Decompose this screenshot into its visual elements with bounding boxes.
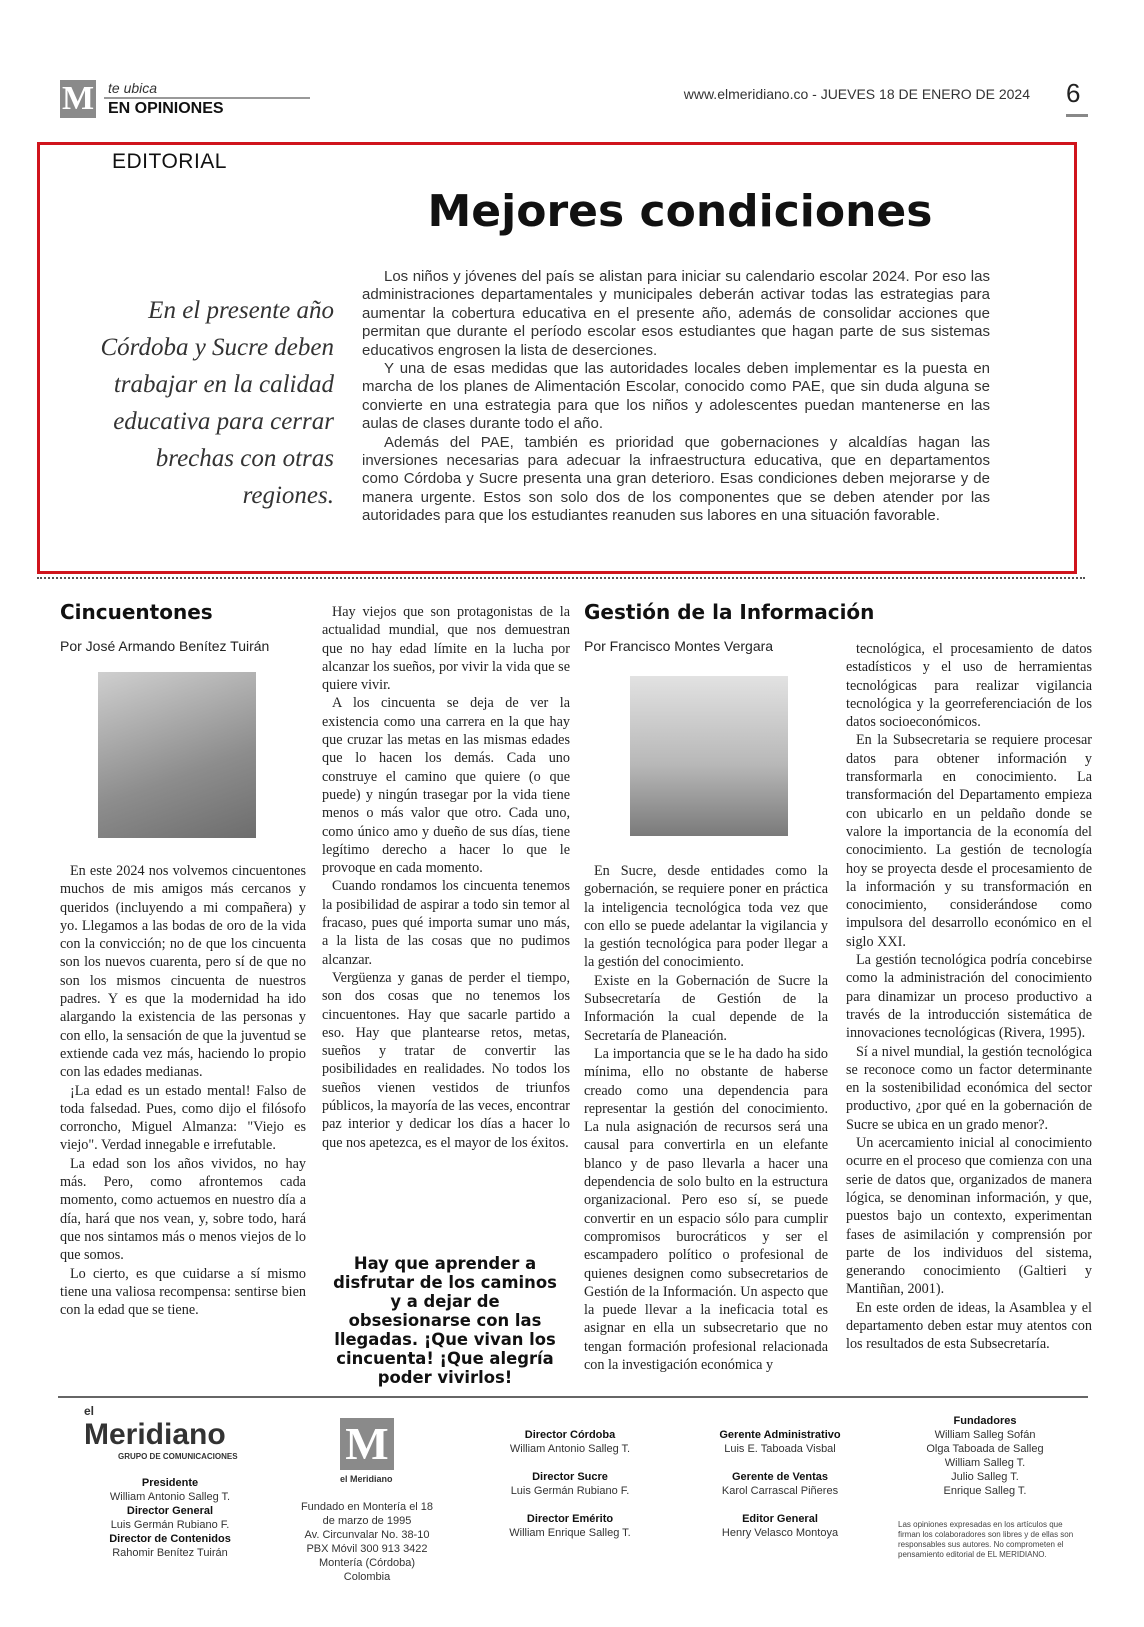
page-number: 6: [1066, 78, 1081, 108]
footer-staff-right: [690, 1428, 870, 1540]
tagline: te ubica: [108, 80, 158, 96]
staff-role: Director General: [126, 1505, 214, 1517]
staff-name: Luis Germán Rubiano F.: [110, 1519, 230, 1531]
footer-founders: [900, 1414, 1070, 1498]
article-column: [322, 603, 570, 1152]
paragraph: A los cincuenta se deja de ver la existencia como una carrera en la que hay que cruzar las metas en las mismas edades que lo hacen los demás. Cada uno construye el camino que quiere (o que puede) y ningún trasegar por la vida tiene menos o más valor que otro. Cada uno, como único amo y dueño de sus días, tiene legítimo derecho a hacer lo que le provoque en cada momento.: [322, 695, 570, 877]
founders-label: Fundadores: [953, 1415, 1017, 1427]
footer-m-logo: M: [340, 1418, 394, 1470]
newspaper-logo: M: [61, 80, 95, 117]
paragraph: Y una de esas medidas que las autoridades locales deben implementar es la puesta en marcha de los planes de Alimentación Escolar, conocido como PAE, que sin duda alguna se convierte en una estrategia para que los niños y adolescentes puedan mantenerse en las aulas de clases durante todo el año.: [362, 360, 990, 433]
founder-name: William Salleg T.: [944, 1457, 1026, 1469]
paragraph: Lo cierto, es que cuidarse a sí mismo tiene una valiosa recompensa: sentirse bien con la edad que se tiene.: [60, 1265, 306, 1319]
paragraph: En este orden de ideas, la Asamblea y el departamento deben estar muy atentos con los resultados de esta Subsecretaría.: [846, 1299, 1092, 1353]
paragraph: Un acercamiento inicial al conocimiento ocurre en el proceso que comienza con una serie de datos que, organizados de manera lógica, se denominan información, y que, puestos bajo un contexto, experimentan fases de asimilación y comprensión por parte de los individuos del sistema, generando conocimiento (Galtieri y Mantiñan, 2001).: [846, 1135, 1092, 1298]
paragraph: En la Subsecretaria se requiere procesar datos para obtener información y transformarla en conocimiento. La transformación del Departamento empieza con ubicarlo en un peldaño donde se valore la importancia de la economía del conocimiento. La gestión de tecnología hoy se proyecta desde el procesamiento de la información y su transformación en conocimiento, considerándose como impulsora del desarrollo económico en el siglo XXI.: [846, 732, 1092, 950]
paragraph: En Sucre, desde entidades como la gobernación, se requiere poner en práctica la inteligencia tecnológica toda vez que con ello se puede adelantar la vigilancia y la gestión tecnológica para poder llegar a la gestión del conocimiento.: [584, 863, 828, 971]
staff-role: Director de Contenidos: [109, 1533, 231, 1545]
paragraph: tecnológica, el procesamiento de datos estadísticos y el uso de herramientas tecnológicas para realizar vigilancia tecnológica y la georreferenciación de los datos socioeconómicos.: [846, 641, 1092, 731]
staff-name: Rahomir Benítez Tuirán: [112, 1547, 228, 1559]
header-rule: [104, 97, 310, 99]
footer-rule: [58, 1396, 1088, 1398]
paragraph: Vergüenza y ganas de perder el tiempo, son dos cosas que no tenemos los cincuentones. Hay que sacarle partido a eso. Hay que plantearse retos, metas, sueños y tratar de convertir las posibilidades en realidades. No todos los sueños vienen vestidos de triunfos públicos, la mayoría de las veces, encontrar paz interior y dedicar los días a hacer lo que nos apetezca, es el mayor de los éxitos.: [322, 969, 570, 1151]
footer-logo: Meridiano: [84, 1418, 226, 1451]
paragraph: Los niños y jóvenes del país se alistan para iniciar su calendario escolar 2024. Por eso las administraciones departamentales y municipales deberán activar todas las estrategias para aumentar la cobertura educativa en el presente año, además de consolidar acciones que permitan que durante el período escolar esos estudiantes que hagan parte de sus sistemas educativos engrosen la lista de deserciones.: [362, 268, 990, 359]
founded-text: Fundado en Montería el 18 de marzo de 1995: [300, 1501, 434, 1527]
staff-role: Editor General: [742, 1513, 818, 1525]
city-text: Montería (Córdoba) Colombia: [319, 1557, 415, 1583]
staff-role: Gerente Administrativo: [719, 1429, 841, 1441]
founder-name: William Salleg Sofán: [934, 1429, 1036, 1441]
staff-role: Director Sucre: [532, 1471, 608, 1483]
paragraph: La edad son los años vividos, no hay más. Pero, como afrontemos cada momento, como actuemos en nuestro día a día, hará que nos vean, y, sobre todo, hará que nos sintamos más o menos viejos de lo que somos.: [60, 1155, 306, 1264]
page-number-rule: [1066, 114, 1088, 117]
editorial-title: Mejores condiciones: [427, 186, 933, 237]
footer-logo-prefix: el: [84, 1404, 95, 1418]
editorial-pull-quote: En el presente año Córdoba y Sucre deben trabajar en la calidad educativa para cerrar brechas con otras regiones.: [100, 297, 334, 509]
byline: Por Francisco Montes Vergara: [584, 638, 774, 654]
article-column: [846, 640, 1092, 1354]
staff-role: Gerente de Ventas: [732, 1471, 828, 1483]
staff-role: Director Córdoba: [524, 1429, 616, 1441]
author-photo: [98, 672, 256, 838]
footer-staff-middle: [480, 1428, 660, 1540]
paragraph: Existe en la Gobernación de Sucre la Subsecretaría de Gestión de la Información la cual depende de la Secretaría de Planeación.: [584, 972, 828, 1044]
staff-name: William Antonio Salleg T.: [509, 1443, 631, 1455]
dateline: www.elmeridiano.co - JUEVES 18 DE ENERO DE 2024: [683, 86, 1030, 102]
paragraph: Además del PAE, también es prioridad que gobernaciones y alcaldías hagan las inversiones necesarias para adecuar la infraestructura educativa, que en departamentos como Córdoba y Sucre presenta una gran deterioro. Esas condiciones deben mejorarse y de manera urgente. Estos son solo dos de los componentes que se deben atender por las autoridades para que los estudiantes reanuden sus labores en una situación favorable.: [362, 433, 990, 525]
paragraph: Hay viejos que son protagonistas de la actualidad mundial, que nos demuestran que no hay edad límite en la lucha por alcanzar los sueños, por vivir la vida que se quiere vivir.: [322, 604, 570, 694]
founder-name: Julio Salleg T.: [951, 1471, 1019, 1483]
footer-address: [300, 1500, 434, 1584]
editorial-body: [362, 268, 990, 526]
footer-staff-left: [70, 1476, 270, 1560]
article-column: [584, 862, 828, 1374]
footer-logo-subtitle: GRUPO DE COMUNICACIONES: [118, 1452, 238, 1461]
staff-name: William Antonio Salleg T.: [109, 1491, 231, 1503]
paragraph: Sí a nivel mundial, la gestión tecnológica se reconoce como un factor determinante en la sostenibilidad económica del sector productivo, ¿por qué en la gobernación de Sucre se ubica en un grado menor?.: [846, 1043, 1092, 1133]
paragraph: ¡La edad es un estado mental! Falso de toda falsedad. Pues, como dijo el filósofo corroncho, Miguel Almanza: "Viejo es viejo". Verdad innegable e irrefutable.: [60, 1082, 306, 1154]
footer-disclaimer: Las opiniones expresadas en los artículos que firman los colaboradores son libres y de ellas son responsables sus autores. No comprometen el pensamiento editorial de EL MERIDIANO.: [898, 1520, 1074, 1559]
paragraph: La gestión tecnológica podría concebirse como la administración del conocimiento para dinamizar un proceso productivo a través de la introducción sistemática de innovaciones tecnológicas (Rivera, 1995).: [846, 952, 1092, 1042]
section-name: EN OPINIONES: [108, 100, 224, 117]
author-photo: [630, 676, 788, 836]
founder-name: Enrique Salleg T.: [943, 1485, 1027, 1497]
staff-name: Luis Germán Rubiano F.: [510, 1485, 630, 1497]
paragraph: La importancia que se le ha dado ha sido mínima, ello no obstante de haberse creado como una dependencia para representar la gestión del conocimiento. La nula asignación de recursos será una causal para convertirla en un elefante blanco y de paso llevarla a hacer una dependencia de solo bulto en la estructura organizacional. Pero eso sí, se puede convertir en un espacio sólo para cumplir compromisos burocráticos y ser el escampadero político o profesional de quienes designen como subsecretarios de Gestión de la Información. Un aspecto que la puede llevar a la ineficacia total es asignar en ella un subsecretario que no tengan formación profesional relacionada con la investigación económica y: [584, 1045, 828, 1374]
staff-name: Karol Carrascal Piñeres: [721, 1485, 839, 1497]
editorial-label: EDITORIAL: [112, 150, 227, 173]
paragraph: Cuando rondamos los cincuenta tenemos la posibilidad de aspirar a todo sin temor al fracaso, pues qué importa sumar uno más, a la lista de las cosas que no pudimos alcanzar.: [322, 878, 570, 968]
staff-name: William Enrique Salleg T.: [509, 1527, 631, 1539]
highlight-quote: Hay que aprender a disfrutar de los caminos y a dejar de obsesionarse con las llegadas. ¡Que vivan los cincuenta! ¡Que alegría poder vivirlos!: [333, 1254, 557, 1387]
paragraph: En este 2024 nos volvemos cincuentones muchos de mis amigos más cercanos y queridos (incluyendo a mi compañera) y yo. Llegamos a las bodas de oro de la vida con la convicción; no de que los cincuenta son los nuevos cuarenta, pero sí de que no son los mismos cincuenta de nuestros padres. Y es que la modernidad ha ido alargando la existencia de las personas y con ello, la sensación de que la juventud se extiende cada vez más, haciendo lo propio con las edades medianas.: [60, 863, 306, 1081]
staff-role: Presidente: [141, 1477, 199, 1489]
article-title: Cincuentones: [60, 600, 213, 624]
byline: Por José Armando Benítez Tuirán: [60, 638, 270, 654]
staff-name: Luis E. Taboada Visbal: [724, 1443, 836, 1455]
staff-role: Director Emérito: [526, 1513, 614, 1525]
phone-text: PBX Móvil 300 913 3422: [306, 1543, 428, 1555]
footer-m-logo-subtitle: el Meridiano: [340, 1474, 393, 1484]
staff-name: Henry Velasco Montoya: [721, 1527, 839, 1539]
address-text: Av. Circunvalar No. 38-10: [304, 1529, 430, 1541]
article-column: [60, 862, 306, 1319]
article-title: Gestión de la Información: [584, 600, 875, 624]
dotted-divider: [37, 577, 1085, 579]
founder-name: Olga Taboada de Salleg: [926, 1443, 1044, 1455]
